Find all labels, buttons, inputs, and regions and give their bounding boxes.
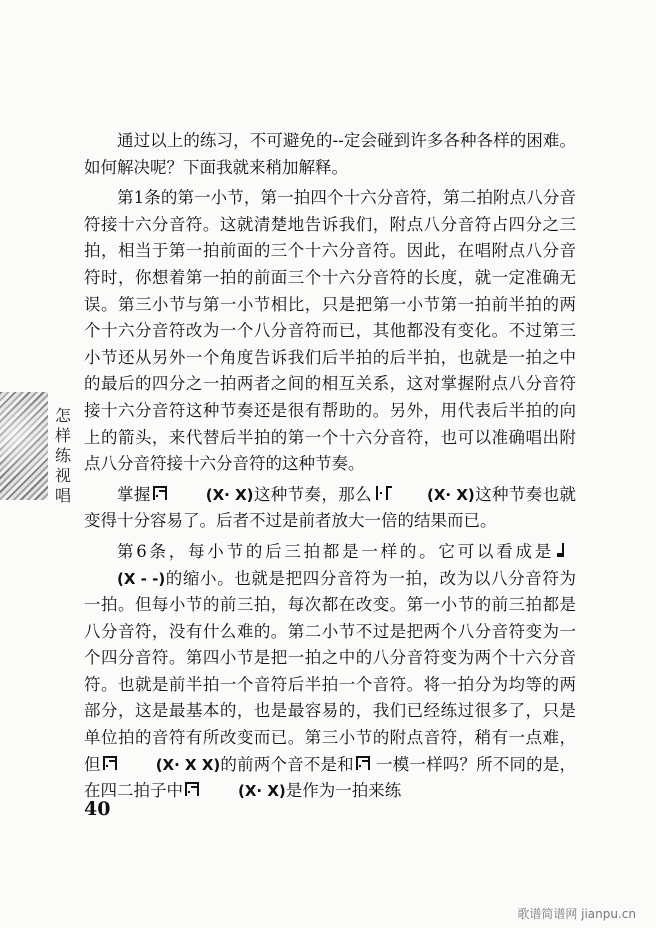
rhythm-notation: (X· X X) [155, 755, 221, 774]
dotted-eighth-sixteenth-icon [354, 756, 376, 772]
paragraph-4-text-b: 的缩小。也就是把四分音符为一拍，改为以八分音符为一拍。但每小节的前三拍，每次都在改变。第一小节的前三拍都是八分音符，没有什么难的。第二小节不过是把两个八分音符变为一个四分音符。第四小节是把一拍之中的八分音符变为两个十六分音符。也就是前半拍一个音符后半拍一个音符。将一拍分为均等的两部分，这是最基本的，也是最容易的，我们已经练过很多了，只是单位拍的音符有所改变而已。第三小节的附点音符，稍有一点难，但 [84, 568, 576, 774]
side-label-char: 怎 [54, 406, 71, 425]
paragraph-2: 第1条的第一小节，第一拍四个十六分音符，第二拍附点八分音符接十六分音符。这就清楚地告诉我们，附点八分音符占四分之三拍，相当于第一拍前面的三个十六分音符。因此，在唱附点八分音符时，你想着第一拍的前面三个十六分音符的长度，就一定准确无误。第三小节与第一小节相比，只是把第一小节第一拍前半拍的两个十六分音符改为一个八分音符而已，其他都没有变化。不过第三小节还从另外一个角度告诉我们后半拍的后半拍，也就是一拍之中的最后的四分之一拍两者之间的相互关系，这对掌握附点八分音符接十六分音符这种节奏还是很有帮助的。另外，用代表后半拍的向上的箭头，来代替后半拍的第一个十六分音符，也可以准确唱出附点八分音符接十六分音符的这种节奏。 [84, 188, 576, 474]
rhythm-notation: (X· X) [427, 485, 475, 504]
side-label-char: 视 [54, 466, 71, 485]
paragraph-3 [84, 482, 576, 535]
rhythm-notation: (X - -) [117, 569, 166, 588]
paragraph-4-text-d: 一模一样吗？所不同的是，在四二拍子中 [84, 754, 577, 801]
side-label-char: 练 [54, 446, 71, 465]
side-decoration-image [0, 392, 48, 500]
dotted-quarter-eighth-icon [372, 486, 394, 502]
side-label-char: 唱 [54, 486, 71, 505]
paragraph-4-text-c: 的前两个音不是和 [220, 754, 354, 774]
half-note-icon [554, 543, 576, 559]
rhythm-notation: (X· X) [205, 485, 254, 504]
paragraph-4-text-e: 是作为一拍来练 [285, 781, 402, 801]
watermark: 歌谱简谱网 jianpu.cn [517, 907, 636, 921]
paragraph-4 [84, 539, 576, 805]
body-text [84, 128, 576, 809]
dotted-eighth-sixteenth-icon [101, 756, 123, 772]
side-chapter-label [52, 406, 74, 506]
dotted-eighth-sixteenth-icon [151, 486, 173, 502]
paragraph-3-text-c: 这种节奏也就变得十分容易了。后者不过是前者放大一倍的结果而已。 [84, 484, 577, 531]
paragraph-1: 通过以上的练习，不可避免的--定会碰到许多各种各样的困难。如何解决呢？下面我就来稍加解释。 [84, 131, 576, 177]
rhythm-notation: (X· X) [238, 782, 286, 801]
page-number: 40 [84, 798, 111, 820]
dotted-eighth-sixteenth-icon [183, 782, 205, 798]
side-label-char: 样 [54, 426, 71, 445]
paragraph-3-text-b: 这种节奏，那么 [253, 484, 372, 504]
paragraph-3-text-a: 掌握 [117, 484, 151, 504]
paragraph-4-text-a: 第6条，每小节的后三拍都是一样的。它可以看成是 [117, 541, 554, 561]
